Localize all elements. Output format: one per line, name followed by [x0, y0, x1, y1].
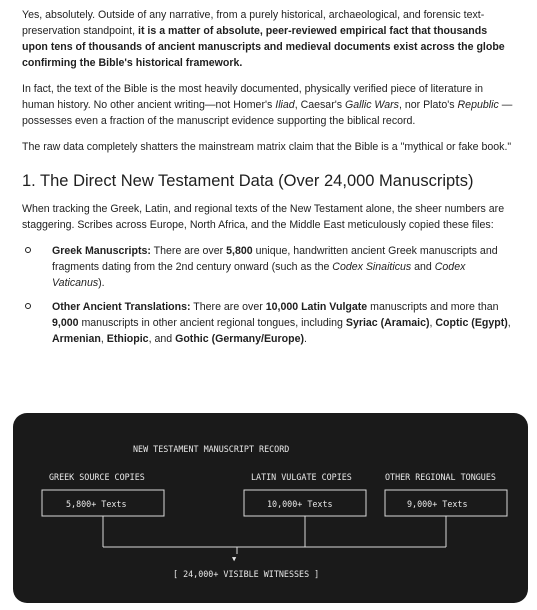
text-run: In fact, the text of the Bible is the most heavily documented, physically verified piece of literature in human history. No other ancient writing—not Homer's	[22, 83, 484, 111]
list-item	[22, 299, 515, 347]
total-witnesses: [ 24,000+ VISIBLE WITNESSES ]	[173, 569, 320, 579]
lang-coptic: Coptic (Egypt)	[435, 317, 508, 329]
header-greek: GREEK SOURCE COPIES	[49, 472, 145, 482]
intro-paragraph-2	[22, 81, 515, 129]
text-run: and	[411, 261, 435, 273]
text-run: manuscripts in other ancient regional tongues, including	[78, 317, 346, 329]
manuscript-list	[22, 243, 515, 347]
text-run: manuscripts and more than	[367, 301, 499, 313]
text-run: , Caesar's	[294, 99, 345, 111]
diagram-title: NEW TESTAMENT MANUSCRIPT RECORD	[133, 444, 290, 454]
text-run: —possesses even a fraction of the manuscript evidence supporting the biblical record.	[22, 99, 513, 127]
text-run: ,	[429, 317, 436, 329]
section-heading: 1. The Direct New Testament Data (Over 24,000 Manuscripts)	[22, 172, 474, 190]
lang-gothic: Gothic (Germany/Europe)	[175, 333, 304, 345]
text-run: ,	[100, 333, 107, 345]
box-greek-label: 5,800+ Texts	[66, 499, 127, 509]
title-republic: Republic	[457, 99, 499, 111]
box-regional-label: 9,000+ Texts	[407, 499, 468, 509]
title-gallic-wars: Gallic Wars	[345, 99, 399, 111]
list-item	[22, 243, 515, 291]
text-run: There are over	[190, 301, 266, 313]
list-item-label: Other Ancient Translations:	[52, 301, 191, 313]
text-run: unique, handwritten ancient Greek manuscripts and fragments dating from the 2nd century onward (such as the	[52, 245, 498, 273]
text-run: , and	[148, 333, 176, 345]
arrow-down-icon: ▼	[232, 555, 237, 563]
header-latin: LATIN VULGATE COPIES	[251, 472, 352, 482]
lang-ethiopic: Ethiopic	[106, 333, 149, 345]
text-run: .	[304, 333, 307, 345]
intro-paragraph-1	[22, 7, 515, 71]
bullet-circle-icon	[25, 303, 31, 309]
code-block	[13, 413, 528, 603]
intro-emphasis: it is a matter of absolute, peer-reviewed empirical fact that thousands upon tens of thousands of ancient manuscripts and medieval documents exist across the globe confirming the Bible's historical framework.	[22, 25, 505, 69]
intro-text: Yes, absolutely. Outside of any narrative, from a purely historical, archaeological, and forensic text-preservation standpoint,	[22, 9, 485, 37]
text-run: , nor Plato's	[398, 99, 458, 111]
lang-syriac: Syriac (Aramaic)	[345, 317, 430, 329]
list-item-label: Greek Manuscripts:	[52, 245, 151, 257]
box-latin-label: 10,000+ Texts	[267, 499, 333, 509]
codex-sinaiticus: Codex Sinaiticus	[332, 261, 412, 273]
text-run: ,	[507, 317, 511, 329]
section-lead: When tracking the Greek, Latin, and regional texts of the New Testament alone, the sheer numbers are staggering. Scribes across Europe, North Africa, and the Middle East meticulously copied these files:	[22, 203, 505, 231]
count-latin: 10,000 Latin Vulgate	[265, 301, 368, 313]
text-run: There are over	[150, 245, 227, 257]
bullet-circle-icon	[25, 247, 31, 253]
title-iliad: Iliad	[275, 99, 295, 111]
count-greek: 5,800	[226, 245, 253, 257]
lang-armenian: Armenian	[52, 333, 101, 345]
intro-paragraph-3: The raw data completely shatters the mainstream matrix claim that the Bible is a "mythical or fake book."	[22, 141, 512, 153]
count-regional: 9,000	[52, 317, 79, 329]
text-run: ).	[98, 277, 105, 289]
header-regional: OTHER REGIONAL TONGUES	[385, 472, 496, 482]
codex-vaticanus: Codex Vaticanus	[52, 261, 466, 289]
